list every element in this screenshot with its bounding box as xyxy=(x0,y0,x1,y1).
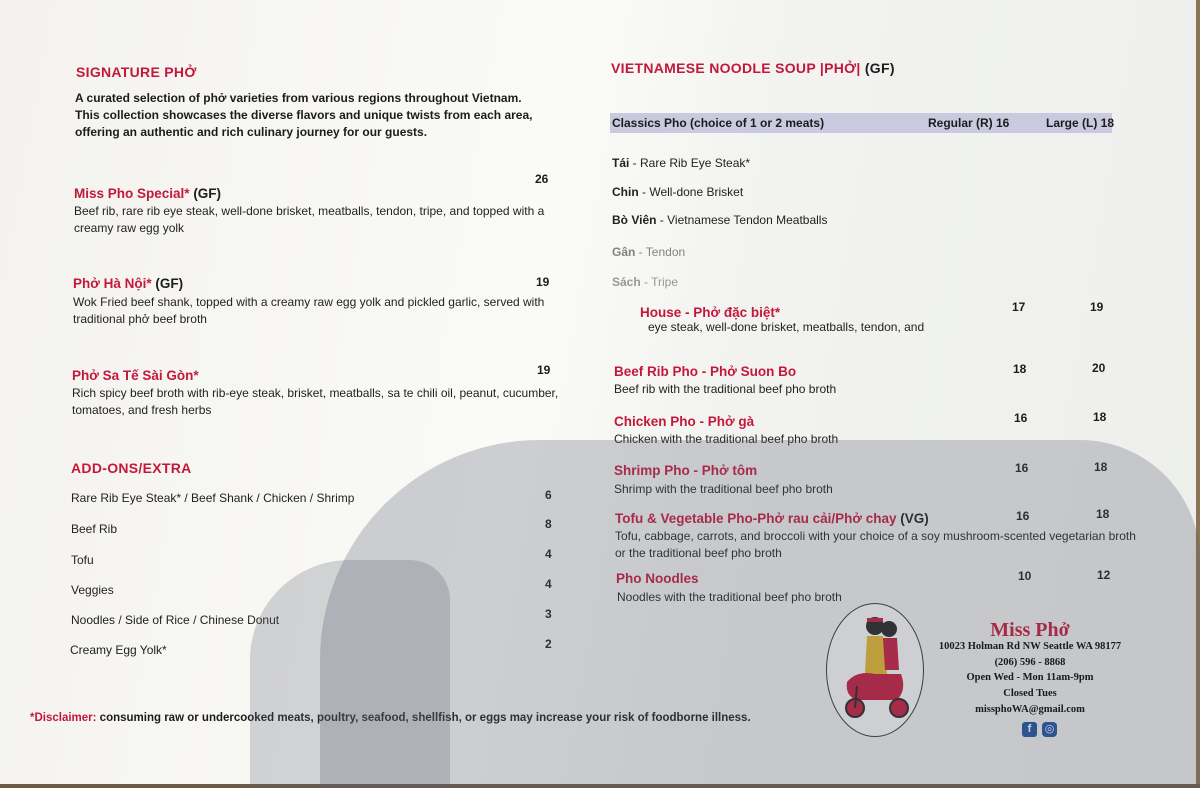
facebook-icon: f xyxy=(1022,722,1037,737)
menu-item-price: 19 xyxy=(536,275,550,289)
scooter-illustration xyxy=(827,604,923,736)
pho-item-name: House - Phở đặc biệt* xyxy=(640,305,781,320)
brand-address: 10023 Holman Rd NW Seattle WA 98177 xyxy=(938,641,1122,652)
large-price: 18 xyxy=(1094,460,1108,474)
menu-item-description: Rich spicy beef broth with rib-eye steak, brisket, meatballs, sa te chili oil, peanut, cucumber, tomatoes, and fresh herbs xyxy=(72,386,559,417)
addon-price: 8 xyxy=(545,517,552,531)
pho-item-description: Beef rib with the traditional beef pho broth xyxy=(614,382,837,396)
pho-item-name: Tofu & Vegetable Pho-Phở rau cải/Phở chay (VG) xyxy=(615,511,929,526)
pho-item-name: Chicken Pho - Phở gà xyxy=(614,414,755,429)
regular-price: 16 xyxy=(1015,461,1029,475)
meat-option: Bò Viên - Vietnamese Tendon Meatballs xyxy=(612,213,828,227)
addon-item: Tofu xyxy=(71,553,94,567)
disclaimer: *Disclaimer: consuming raw or undercooked meats, poultry, seafood, shellfish, or eggs may increase your risk of foodborne illness. xyxy=(30,712,751,724)
regular-price: 16 xyxy=(1014,411,1028,425)
addon-price: 2 xyxy=(545,637,552,651)
instagram-icon: ◎ xyxy=(1042,722,1057,737)
regular-price: 16 xyxy=(1016,509,1030,523)
menu-item-description: Beef rib, rare rib eye steak, well-done brisket, meatballs, tendon, tripe, and topped with a creamy raw egg yolk xyxy=(74,204,545,235)
classics-header-bar xyxy=(610,113,1115,133)
addon-item: Veggies xyxy=(71,583,114,597)
pho-item-description: eye steak, well-done brisket, meatballs, tendon, and xyxy=(648,320,925,334)
meat-option: Chin - Well-done Brisket xyxy=(612,185,744,199)
addon-item: Rare Rib Eye Steak* / Beef Shank / Chicken / Shrimp xyxy=(71,491,355,505)
meat-option: Sách - Tripe xyxy=(612,275,679,289)
pho-item-description: Tofu, cabbage, carrots, and broccoli with your choice of a soy mushroom-scented vegetarian broth or the traditional beef pho broth xyxy=(615,529,1136,560)
addon-item: Creamy Egg Yolk* xyxy=(70,643,167,657)
brand-hours: Open Wed - Mon 11am-9pm xyxy=(966,672,1094,683)
signature-pho-heading: SIGNATURE PHỞ xyxy=(76,64,197,80)
menu-item-name: Phở Sa Tế Sài Gòn* xyxy=(72,368,199,383)
meat-option: Gân - Tendon xyxy=(612,245,686,259)
addon-item: Noodles / Side of Rice / Chinese Donut xyxy=(71,613,280,627)
large-price: 18 xyxy=(1093,410,1107,424)
brand-email: missphoWA@gmail.com xyxy=(975,704,1085,715)
large-price: 19 xyxy=(1090,300,1104,314)
pho-item-name: Shrimp Pho - Phở tôm xyxy=(614,463,758,478)
meat-option: Tái - Rare Rib Eye Steak* xyxy=(612,156,751,170)
menu-item-price: 19 xyxy=(537,363,551,377)
noodle-soup-heading: VIETNAMESE NOODLE SOUP |PHỞ| (GF) xyxy=(611,60,895,76)
pho-item-description: Shrimp with the traditional beef pho broth xyxy=(614,482,833,496)
menu-item-name: Phở Hà Nội* (GF) xyxy=(73,276,184,291)
brand-closed: Closed Tues xyxy=(1003,688,1057,699)
menu-item-name: Miss Pho Special* (GF) xyxy=(74,186,222,201)
addon-price: 4 xyxy=(545,547,552,561)
addons-heading: ADD-ONS/EXTRA xyxy=(71,460,192,476)
pho-item-description: Chicken with the traditional beef pho broth xyxy=(614,432,839,446)
menu-item-price: 26 xyxy=(535,172,549,186)
classics-label: Classics Pho (choice of 1 or 2 meats) xyxy=(612,116,825,130)
addon-item: Beef Rib xyxy=(71,522,118,536)
regular-price: 17 xyxy=(1012,300,1026,314)
regular-size-label: Regular (R) 16 xyxy=(928,116,1010,130)
regular-price: 10 xyxy=(1018,569,1032,583)
pho-item-name: Pho Noodles xyxy=(616,571,699,586)
miss-pho-logo xyxy=(826,603,924,737)
large-price: 18 xyxy=(1096,507,1110,521)
menu-item-description: Wok Fried beef shank, topped with a creamy raw egg yolk and pickled garlic, served with traditional phở beef broth xyxy=(73,295,545,326)
addon-price: 3 xyxy=(545,607,552,621)
addon-price: 6 xyxy=(545,488,552,502)
large-price: 12 xyxy=(1097,568,1111,582)
large-size-label: Large (L) 18 xyxy=(1046,116,1115,130)
brand-phone: (206) 596 - 8868 xyxy=(994,657,1066,668)
pho-item-name: Beef Rib Pho - Phở Suon Bo xyxy=(614,364,797,379)
addon-price: 4 xyxy=(545,577,552,591)
brand-name: Miss Phở xyxy=(990,619,1070,641)
large-price: 20 xyxy=(1092,361,1106,375)
regular-price: 18 xyxy=(1013,362,1027,376)
pho-item-description: Noodles with the traditional beef pho broth xyxy=(617,590,842,604)
signature-pho-intro: A curated selection of phở varieties from various regions throughout Vietnam. This collection showcases the diverse flavors and unique twists from each area, offering an authentic and rich culinary journey for our guests. xyxy=(75,91,533,139)
